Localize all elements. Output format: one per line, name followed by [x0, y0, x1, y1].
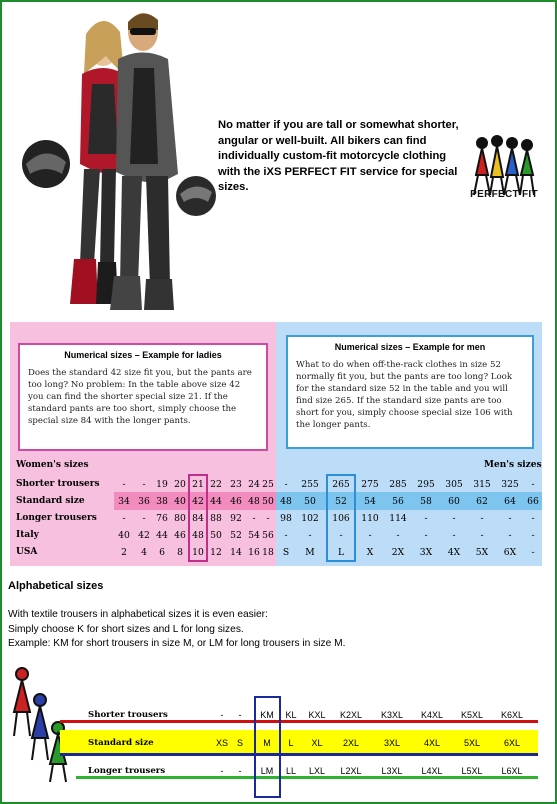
- men-size-cell: -: [531, 547, 535, 558]
- women-size-cell: 84: [192, 513, 204, 524]
- women-size-cell: 48: [192, 530, 204, 541]
- women-size-cell: 92: [230, 513, 242, 524]
- men-example-body: What to do when off-the-rack clothes in size 52 normally fit you, but the pants are too long? Look for the standard size 52 in the table and you will find size 265. If the standard size pants are too short for you, simply choose special size 106 with the longer pants.: [296, 360, 513, 430]
- women-size-cell: 38: [156, 496, 168, 507]
- mens-sizes-label: Men's sizes: [484, 460, 542, 470]
- men-size-cell: -: [284, 479, 288, 490]
- men-size-cell: 114: [389, 513, 407, 524]
- women-size-cell: 25: [262, 479, 274, 490]
- women-size-cell: -: [252, 513, 256, 524]
- alpha-size-cell: XS: [215, 738, 228, 748]
- numeric-row-label: Shorter trousers: [16, 479, 100, 489]
- men-size-cell: 295: [417, 479, 435, 490]
- women-size-cell: 19: [156, 479, 168, 490]
- size-figures-icon: [6, 664, 76, 784]
- men-size-cell: 60: [448, 496, 460, 507]
- alpha-shorter-label: Shorter trousers: [88, 710, 168, 720]
- women-size-cell: 21: [192, 479, 204, 490]
- alpha-size-cell: -: [238, 710, 242, 720]
- men-size-cell: -: [396, 530, 400, 541]
- perfect-fit-logo-text: PERFECT FIT: [470, 189, 538, 200]
- women-size-cell: 50: [262, 496, 274, 507]
- men-example-title: Numerical sizes – Example for men: [334, 342, 486, 352]
- alpha-size-cell: L2XL: [340, 766, 362, 776]
- shorter-bar: [60, 720, 538, 723]
- alpha-size-cell: L: [288, 738, 294, 748]
- alpha-size-cell: 5XL: [463, 738, 480, 748]
- men-size-cell: 54: [364, 496, 376, 507]
- men-size-cell: -: [508, 513, 512, 524]
- alpha-size-cell: 4XL: [423, 738, 440, 748]
- intro-text: No matter if you are tall or somewhat shorter, angular or well-built. All bikers can find individually custom-fit motorcycle clothing with the iXS PERFECT FIT service for special sizes.: [218, 119, 459, 193]
- men-size-cell: 5X: [475, 547, 489, 558]
- men-size-cell: 315: [473, 479, 491, 490]
- ladies-example-body: Does the standard 42 size fit you, but the pants are too long? No problem: In the table above size 42 you can find the shorter special size 21. If the standard pants are too short, simply choose the special size 84 with the longer pants.: [28, 368, 252, 426]
- numeric-row-label: USA: [16, 547, 38, 557]
- men-size-cell: -: [424, 530, 428, 541]
- women-size-cell: 44: [210, 496, 222, 507]
- men-size-cell: 50: [304, 496, 316, 507]
- womens-sizes-label: Women's sizes: [16, 460, 89, 470]
- alpha-standard-label: Standard size: [88, 738, 154, 748]
- men-size-cell: -: [508, 530, 512, 541]
- numeric-row-label: Longer trousers: [16, 513, 97, 523]
- men-highlight-column: [326, 474, 356, 562]
- men-size-cell: 325: [501, 479, 519, 490]
- alpha-size-cell: LL: [285, 766, 296, 776]
- alpha-size-cell: LXL: [308, 766, 325, 776]
- men-size-cell: 2X: [391, 547, 405, 558]
- women-size-cell: 40: [174, 496, 186, 507]
- men-size-cell: X: [366, 547, 374, 558]
- women-size-cell: 42: [192, 496, 204, 507]
- men-size-cell: 265: [332, 479, 350, 490]
- women-size-cell: 14: [230, 547, 242, 558]
- men-size-cell: -: [480, 530, 484, 541]
- women-size-cell: 18: [262, 547, 274, 558]
- alpha-line-3: Example: KM for short trousers in size M, or LM for long trousers in size M.: [8, 638, 346, 649]
- longer-bar: [76, 776, 538, 779]
- women-size-cell: 56: [262, 530, 274, 541]
- men-size-cell: 110: [361, 513, 379, 524]
- alpha-size-cell: K6XL: [500, 710, 524, 720]
- ladies-example-box: [18, 343, 268, 451]
- alpha-line-1: With textile trousers in alphabetical sizes it is even easier:: [8, 609, 268, 620]
- men-size-cell: -: [284, 530, 288, 541]
- men-size-cell: 58: [420, 496, 432, 507]
- women-size-cell: 6: [159, 547, 165, 558]
- alpha-highlight-column: [254, 696, 281, 798]
- alpha-size-cell: -: [220, 710, 224, 720]
- men-size-cell: M: [305, 547, 315, 558]
- women-size-cell: 40: [118, 530, 130, 541]
- men-size-cell: 305: [445, 479, 463, 490]
- women-size-cell: 10: [192, 547, 204, 558]
- women-size-cell: -: [266, 513, 270, 524]
- men-size-cell: 62: [476, 496, 488, 507]
- men-example-box: [286, 335, 534, 449]
- women-size-cell: 42: [138, 530, 150, 541]
- men-size-cell: 255: [301, 479, 319, 490]
- women-size-cell: 4: [141, 547, 147, 558]
- alpha-size-cell: M: [263, 738, 271, 748]
- men-size-cell: L: [337, 547, 345, 558]
- alpha-size-cell: S: [236, 738, 243, 748]
- women-size-cell: -: [142, 513, 146, 524]
- alpha-line-2: Simply choose K for short sizes and L for long sizes.: [8, 623, 244, 635]
- men-size-cell: 52: [335, 496, 347, 507]
- men-size-cell: -: [531, 479, 535, 490]
- riders-photo: [8, 4, 218, 316]
- alpha-size-cell: L3XL: [381, 766, 403, 776]
- alpha-size-cell: K3XL: [380, 710, 404, 720]
- women-size-cell: 44: [156, 530, 168, 541]
- alpha-longer-label: Longer trousers: [88, 766, 166, 776]
- men-size-cell: 56: [392, 496, 404, 507]
- women-size-cell: -: [142, 479, 146, 490]
- men-size-cell: -: [452, 513, 456, 524]
- women-size-cell: 36: [138, 496, 150, 507]
- alpha-title: Alphabetical sizes: [8, 580, 104, 592]
- women-size-cell: 24: [248, 479, 260, 490]
- men-size-cell: -: [424, 513, 428, 524]
- women-size-cell: 52: [230, 530, 242, 541]
- men-size-cell: S: [282, 547, 290, 558]
- alpha-size-cell: LM: [260, 766, 274, 776]
- alpha-size-cell: KL: [285, 710, 297, 720]
- women-size-cell: 20: [174, 479, 186, 490]
- women-size-cell: -: [122, 479, 126, 490]
- men-size-cell: -: [531, 530, 535, 541]
- ladies-highlight-column: [188, 474, 208, 562]
- alpha-text: [8, 608, 345, 652]
- alpha-size-cell: 2XL: [342, 738, 359, 748]
- men-size-cell: -: [480, 513, 484, 524]
- women-size-cell: 22: [210, 479, 222, 490]
- alpha-size-cell: 6XL: [503, 738, 520, 748]
- numeric-row-label: Standard size: [16, 496, 85, 506]
- men-size-cell: -: [531, 513, 535, 524]
- men-size-cell: 102: [301, 513, 319, 524]
- women-size-cell: 23: [230, 479, 242, 490]
- alpha-size-cell: K5XL: [460, 710, 484, 720]
- women-size-cell: 50: [210, 530, 222, 541]
- women-size-cell: 46: [174, 530, 186, 541]
- women-size-cell: 12: [210, 547, 222, 558]
- alpha-size-cell: KM: [260, 710, 274, 720]
- women-size-cell: 2: [121, 547, 127, 558]
- alpha-size-cell: -: [220, 766, 224, 776]
- numeric-row-label: Italy: [16, 530, 39, 540]
- men-size-cell: 66: [527, 496, 539, 507]
- alpha-size-cell: KXL: [308, 710, 326, 720]
- men-size-cell: 48: [280, 496, 292, 507]
- alpha-size-cell: L6XL: [501, 766, 523, 776]
- men-size-cell: -: [339, 530, 343, 541]
- ladies-example-title: Numerical sizes – Example for ladies: [64, 350, 222, 360]
- men-size-cell: 4X: [447, 547, 461, 558]
- women-size-cell: 46: [230, 496, 242, 507]
- men-size-cell: 64: [504, 496, 516, 507]
- women-size-cell: 88: [210, 513, 222, 524]
- men-size-cell: -: [308, 530, 312, 541]
- women-size-cell: 80: [174, 513, 186, 524]
- men-size-cell: 98: [280, 513, 292, 524]
- alpha-size-cell: XL: [311, 738, 323, 748]
- alpha-size-cell: K2XL: [339, 710, 363, 720]
- alpha-size-cell: K4XL: [420, 710, 444, 720]
- men-size-cell: 3X: [419, 547, 433, 558]
- women-size-cell: -: [122, 513, 126, 524]
- women-size-cell: 8: [177, 547, 183, 558]
- men-size-cell: -: [368, 530, 372, 541]
- men-size-cell: 6X: [503, 547, 517, 558]
- men-size-cell: 285: [389, 479, 407, 490]
- women-size-cell: 34: [118, 496, 130, 507]
- women-size-cell: 48: [248, 496, 260, 507]
- alpha-size-cell: L5XL: [461, 766, 483, 776]
- alpha-size-cell: L4XL: [421, 766, 443, 776]
- men-size-cell: 106: [332, 513, 350, 524]
- women-size-cell: 16: [248, 547, 260, 558]
- women-size-cell: 76: [156, 513, 168, 524]
- men-size-cell: -: [452, 530, 456, 541]
- men-size-cell: 275: [361, 479, 379, 490]
- alpha-size-cell: -: [238, 766, 242, 776]
- women-size-cell: 54: [248, 530, 260, 541]
- alpha-size-cell: 3XL: [383, 738, 400, 748]
